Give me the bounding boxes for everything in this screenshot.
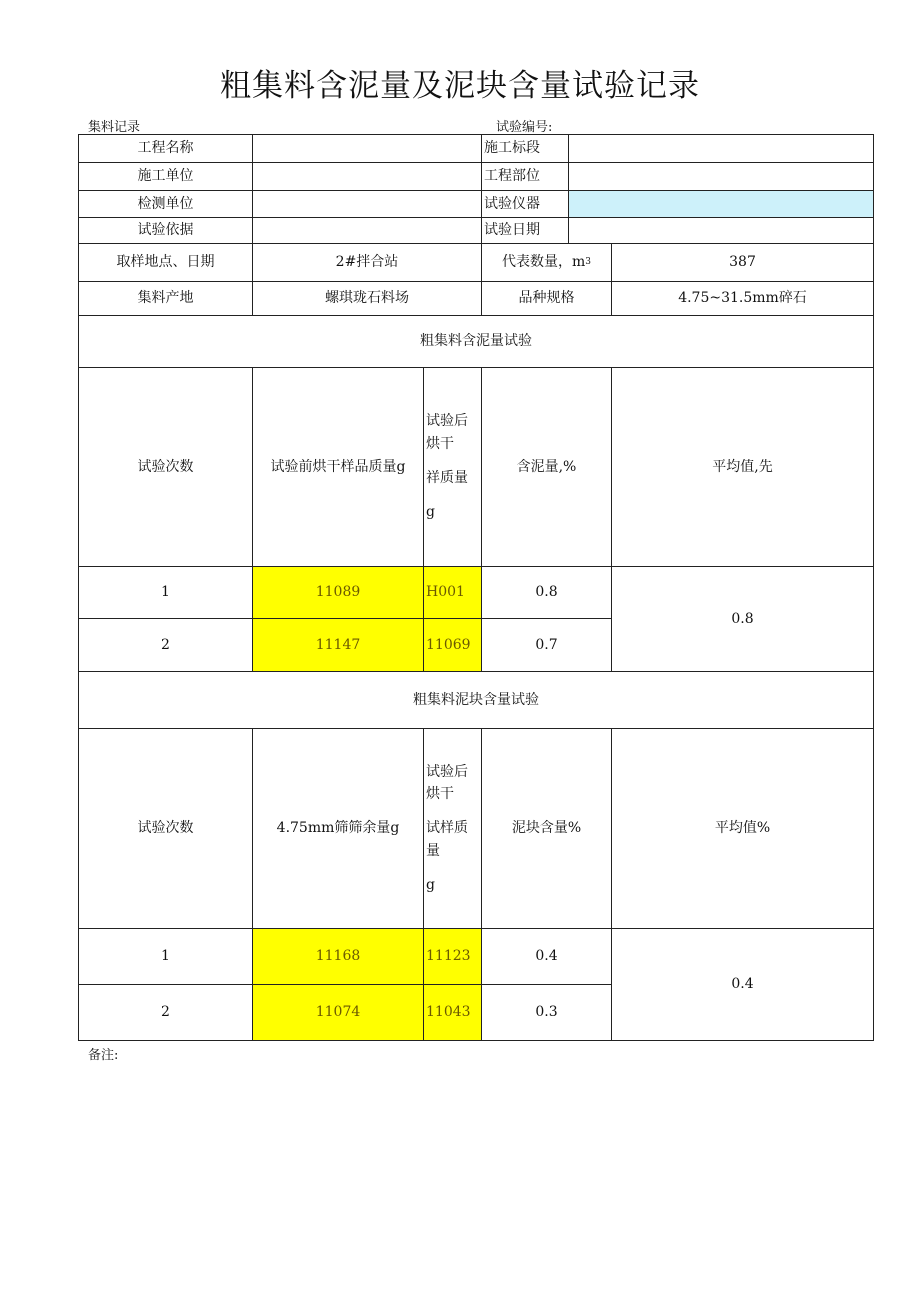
lump-row-2-after[interactable]: 11043 — [423, 984, 482, 1041]
mud-col-after-line3: 祥质量 — [426, 470, 468, 486]
remark-label: 备注: — [88, 1048, 119, 1063]
part-field[interactable] — [568, 162, 874, 191]
lump-section-title: 粗集料泥块含量试验 — [78, 671, 874, 729]
lump-row-1-no: 1 — [78, 928, 253, 985]
quantity-unit-sup: 3 — [585, 256, 591, 267]
lump-col-after-line2: 烘干 — [426, 785, 454, 802]
mud-col-content: 含泥量,% — [481, 367, 612, 567]
instrument-field[interactable] — [568, 190, 874, 218]
mud-col-after-line4: g — [426, 504, 435, 521]
lump-row-2-content: 0.3 — [481, 984, 612, 1041]
section-label: 施工标段 — [481, 134, 569, 163]
mud-col-count: 试验次数 — [78, 367, 253, 567]
lump-average: 0.4 — [611, 928, 874, 1041]
lump-col-avg: 平均值% — [611, 728, 874, 929]
mud-col-avg: 平均值,先 — [611, 367, 874, 567]
lump-row-2-sieve[interactable]: 11074 — [252, 984, 424, 1041]
mud-average: 0.8 — [611, 566, 874, 672]
lump-row-1-sieve[interactable]: 11168 — [252, 928, 424, 985]
mud-row-2-after[interactable]: 11069 — [423, 618, 482, 672]
lump-col-sieve: 4.75mm筛筛余量g — [252, 728, 424, 929]
lump-row-1-after[interactable]: 11123 — [423, 928, 482, 985]
project-name-field[interactable] — [252, 134, 482, 163]
spec-value: 4.75~31.5mm碎石 — [611, 281, 874, 316]
section-field[interactable] — [568, 134, 874, 163]
origin-label: 集料产地 — [78, 281, 253, 316]
mud-row-2-no: 2 — [78, 618, 253, 672]
mud-col-after — [423, 367, 482, 567]
lump-row-2-no: 2 — [78, 984, 253, 1041]
mud-row-2-before[interactable]: 11147 — [252, 618, 424, 672]
contractor-field[interactable] — [252, 162, 482, 191]
mud-col-after-line2: 烘干 — [426, 435, 454, 452]
mud-section-title: 粗集料含泥量试验 — [78, 315, 874, 368]
mud-col-before: 试验前烘干样品质量g — [252, 367, 424, 567]
mud-row-1-no: 1 — [78, 566, 253, 619]
inspector-label: 检测单位 — [78, 190, 253, 218]
basis-label: 试验依据 — [78, 217, 253, 244]
origin-value: 螺琪珑石料场 — [252, 281, 482, 316]
mud-row-1-after[interactable]: H001 — [423, 566, 482, 619]
mud-row-1-content: 0.8 — [481, 566, 612, 619]
project-name-label: 工程名称 — [78, 134, 253, 163]
lump-col-after-line3: 试样质 — [426, 820, 468, 837]
lump-row-1-content: 0.4 — [481, 928, 612, 985]
quantity-label — [481, 243, 612, 282]
instrument-label: 试验仪器 — [481, 190, 569, 218]
mud-col-after-line1: 试验后 — [426, 413, 468, 430]
page-title: 粗集料含泥量及泥块含量试验记录 — [220, 68, 700, 104]
quantity-value: 387 — [611, 243, 874, 282]
spec-label: 品种规格 — [481, 281, 612, 316]
part-label: 工程部位 — [481, 162, 569, 191]
inspector-field[interactable] — [252, 190, 482, 218]
sampling-value: 2#拌合站 — [252, 243, 482, 282]
lump-col-after-line5: g — [426, 877, 435, 894]
basis-field[interactable] — [252, 217, 482, 244]
lump-col-after-line4: 量 — [426, 842, 440, 859]
lump-col-after — [423, 728, 482, 929]
record-label: 集料记录 — [88, 120, 141, 135]
date-label: 试验日期 — [481, 217, 569, 244]
mud-row-1-before[interactable]: 11089 — [252, 566, 424, 619]
mud-row-2-content: 0.7 — [481, 618, 612, 672]
contractor-label: 施工单位 — [78, 162, 253, 191]
sampling-label: 取样地点、日期 — [78, 243, 253, 282]
lump-col-count: 试验次数 — [78, 728, 253, 929]
date-field[interactable] — [568, 217, 874, 244]
lump-col-content: 泥块含量% — [481, 728, 612, 929]
test-no-label: 试验编号: — [496, 120, 553, 135]
quantity-label-text: 代表数量，m — [501, 254, 586, 270]
lump-col-after-line1: 试验后 — [426, 763, 468, 780]
